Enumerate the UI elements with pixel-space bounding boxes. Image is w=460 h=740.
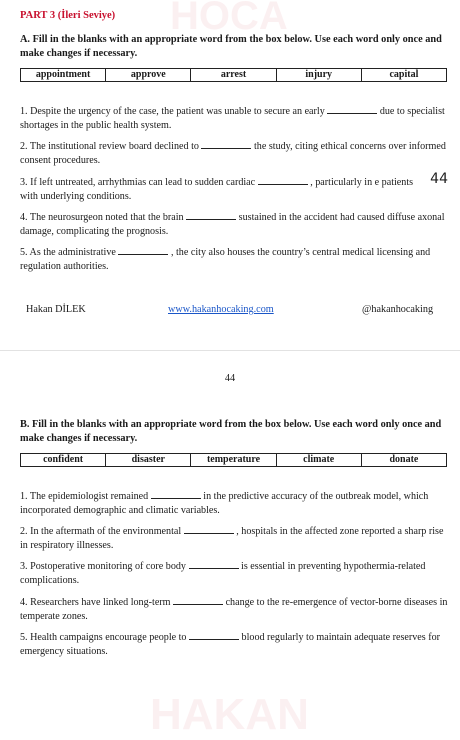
word-box-item: climate (277, 454, 362, 466)
word-box-item: confident (21, 454, 106, 466)
question-text-after: is essential in preventing hypothermia-related complications. (20, 561, 426, 586)
question-text-before: 2. In the aftermath of the environmental (20, 526, 182, 537)
word-box-item: injury (277, 69, 362, 81)
question-text-after: change to the re-emergence of vector-borne diseases in temperate zones. (20, 597, 448, 622)
question-a1 (20, 104, 448, 133)
question-text-before: 1. Despite the urgency of the case, the patient was unable to secure an early (20, 106, 325, 117)
section-b-instruction: B. Fill in the blanks with an appropriate word from the box below. Use each word only once and make changes if necessary. (20, 419, 442, 444)
question-b1 (20, 489, 448, 518)
page-number: 44 (224, 373, 236, 384)
question-a3 (20, 175, 432, 204)
section-a-word-box (20, 68, 447, 82)
footer-handle: @hakanhocaking (362, 304, 434, 315)
answer-blank[interactable] (189, 559, 239, 569)
question-b2 (20, 524, 448, 553)
question-text-before: 3. Postoperative monitoring of core body (20, 561, 186, 572)
answer-blank[interactable] (118, 245, 168, 255)
question-text-after: sustained in the accident had caused diffuse axonal damage, complicating the prognosis. (20, 212, 445, 237)
question-text-before: 4. The neurosurgeon noted that the brain (20, 212, 184, 223)
word-box-item: temperature (191, 454, 276, 466)
page-divider (0, 350, 460, 351)
question-text-before: 5. Health campaigns encourage people to (20, 632, 187, 643)
question-text-after: due to specialist shortages in the public health system. (20, 106, 445, 131)
word-box-item: donate (389, 454, 419, 465)
question-text-after: , particularly in e patients with underlying conditions. (20, 177, 414, 202)
answer-blank[interactable] (184, 524, 234, 534)
question-text-before: 1. The epidemiologist remained (20, 491, 149, 502)
question-text-before: 3. If left untreated, arrhythmias can lead to sudden cardiac (20, 177, 256, 188)
answer-blank[interactable] (189, 630, 239, 640)
question-text-before: 2. The institutional review board declined to (20, 141, 199, 152)
answer-blank[interactable] (186, 210, 236, 220)
watermark-bottom: HAKAN (150, 690, 309, 739)
answer-blank[interactable] (327, 104, 377, 114)
answer-blank[interactable] (201, 139, 251, 149)
question-text-after: the study, citing ethical concerns over informed consent procedures. (20, 141, 446, 166)
footer-author: Hakan DİLEK (26, 304, 86, 315)
question-text-before: 4. Researchers have linked long-term (20, 597, 171, 608)
question-b3 (20, 559, 448, 588)
question-b5 (20, 630, 448, 659)
answer-blank[interactable] (258, 175, 308, 185)
word-box-item: capital (389, 69, 419, 80)
part-title: PART 3 (İleri Seviye) (20, 10, 116, 21)
question-a2 (20, 139, 448, 168)
footer-website-link[interactable]: www.hakanhocaking.com (168, 304, 274, 315)
word-box-item: arrest (191, 69, 276, 81)
word-box-item: appointment (21, 69, 106, 81)
question-text-after: in the predictive accuracy of the outbreak model, which incorporated demographic and climatic variables. (20, 491, 429, 516)
section-b-word-box (20, 453, 447, 467)
question-b4 (20, 595, 448, 624)
side-page-number: 44 (430, 171, 448, 187)
answer-blank[interactable] (173, 595, 223, 605)
question-a4 (20, 210, 448, 239)
question-a5 (20, 245, 448, 274)
section-a-instruction: A. Fill in the blanks with an appropriate word from the box below. Use each word only once and make changes if necessary. (20, 34, 442, 59)
word-box-item: disaster (106, 454, 191, 466)
question-text-after: , the city also houses the country’s central medical licensing and regulation authorities. (20, 247, 431, 272)
watermark-top: HOCA (170, 0, 288, 38)
word-box-item: approve (106, 69, 191, 81)
question-text-after: blood regularly to maintain adequate reserves for emergency situations. (20, 632, 440, 657)
question-text-before: 5. As the administrative (20, 247, 116, 258)
question-text-after: , hospitals in the affected zone reported a sharp rise in respiratory illnesses. (20, 526, 444, 551)
answer-blank[interactable] (151, 489, 201, 499)
